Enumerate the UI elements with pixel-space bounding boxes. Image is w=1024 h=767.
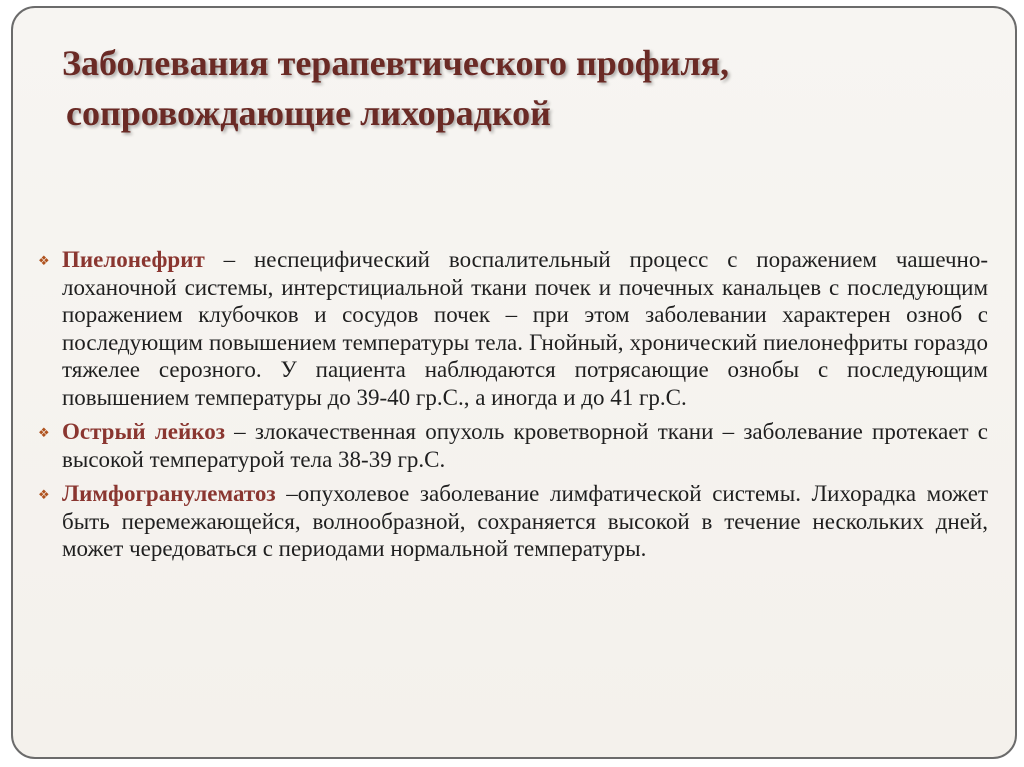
diamond-bullet-icon: ❖	[38, 487, 50, 502]
title-line-2: сопровождающие лихорадкой	[66, 93, 551, 133]
term-acute-leukemia: Острый лейкоз	[62, 419, 225, 444]
list-item-pyelonephritis	[38, 246, 988, 411]
list-item-acute-leukemia	[38, 418, 988, 473]
title-line-1: Заболевания терапевтического профиля,	[62, 43, 730, 83]
diamond-bullet-icon: ❖	[38, 425, 50, 440]
term-lymphogranulomatosis: Лимфогранулематоз	[62, 481, 276, 506]
diamond-bullet-icon: ❖	[38, 253, 50, 268]
content-list	[38, 246, 988, 570]
description-lymphogranulomatosis: –опухолевое заболевание лимфатической системы. Лихорадка может быть перемежающейся, волнообразной, сохраняется высокой в течение нескольких дней, может чередоваться с периодами нормальной температуры.	[62, 481, 988, 561]
slide-title	[62, 38, 962, 138]
description-acute-leukemia: – злокачественная опухоль кроветворной ткани – заболевание протекает с высокой температурой тела 38-39 гр.С.	[62, 419, 989, 472]
term-pyelonephritis: Пиелонефрит	[62, 247, 205, 272]
list-item-lymphogranulomatosis	[38, 480, 988, 563]
description-pyelonephritis: – неспецифический воспалительный процесс с поражением чашечно-лоханочной системы, интерстициальной ткани почек и почечных канальцев с последующим поражением клубочков и сосудов почек – при этом заболевании характерен озноб с последующим повышением температуры тела. Гнойный, хронический пиелонефриты гораздо тяжелее серозного. У пациента наблюдаются потрясающие ознобы с последующим повышением температуры до 39-40 гр.С., а иногда и до 41 гр.С.	[62, 247, 988, 410]
